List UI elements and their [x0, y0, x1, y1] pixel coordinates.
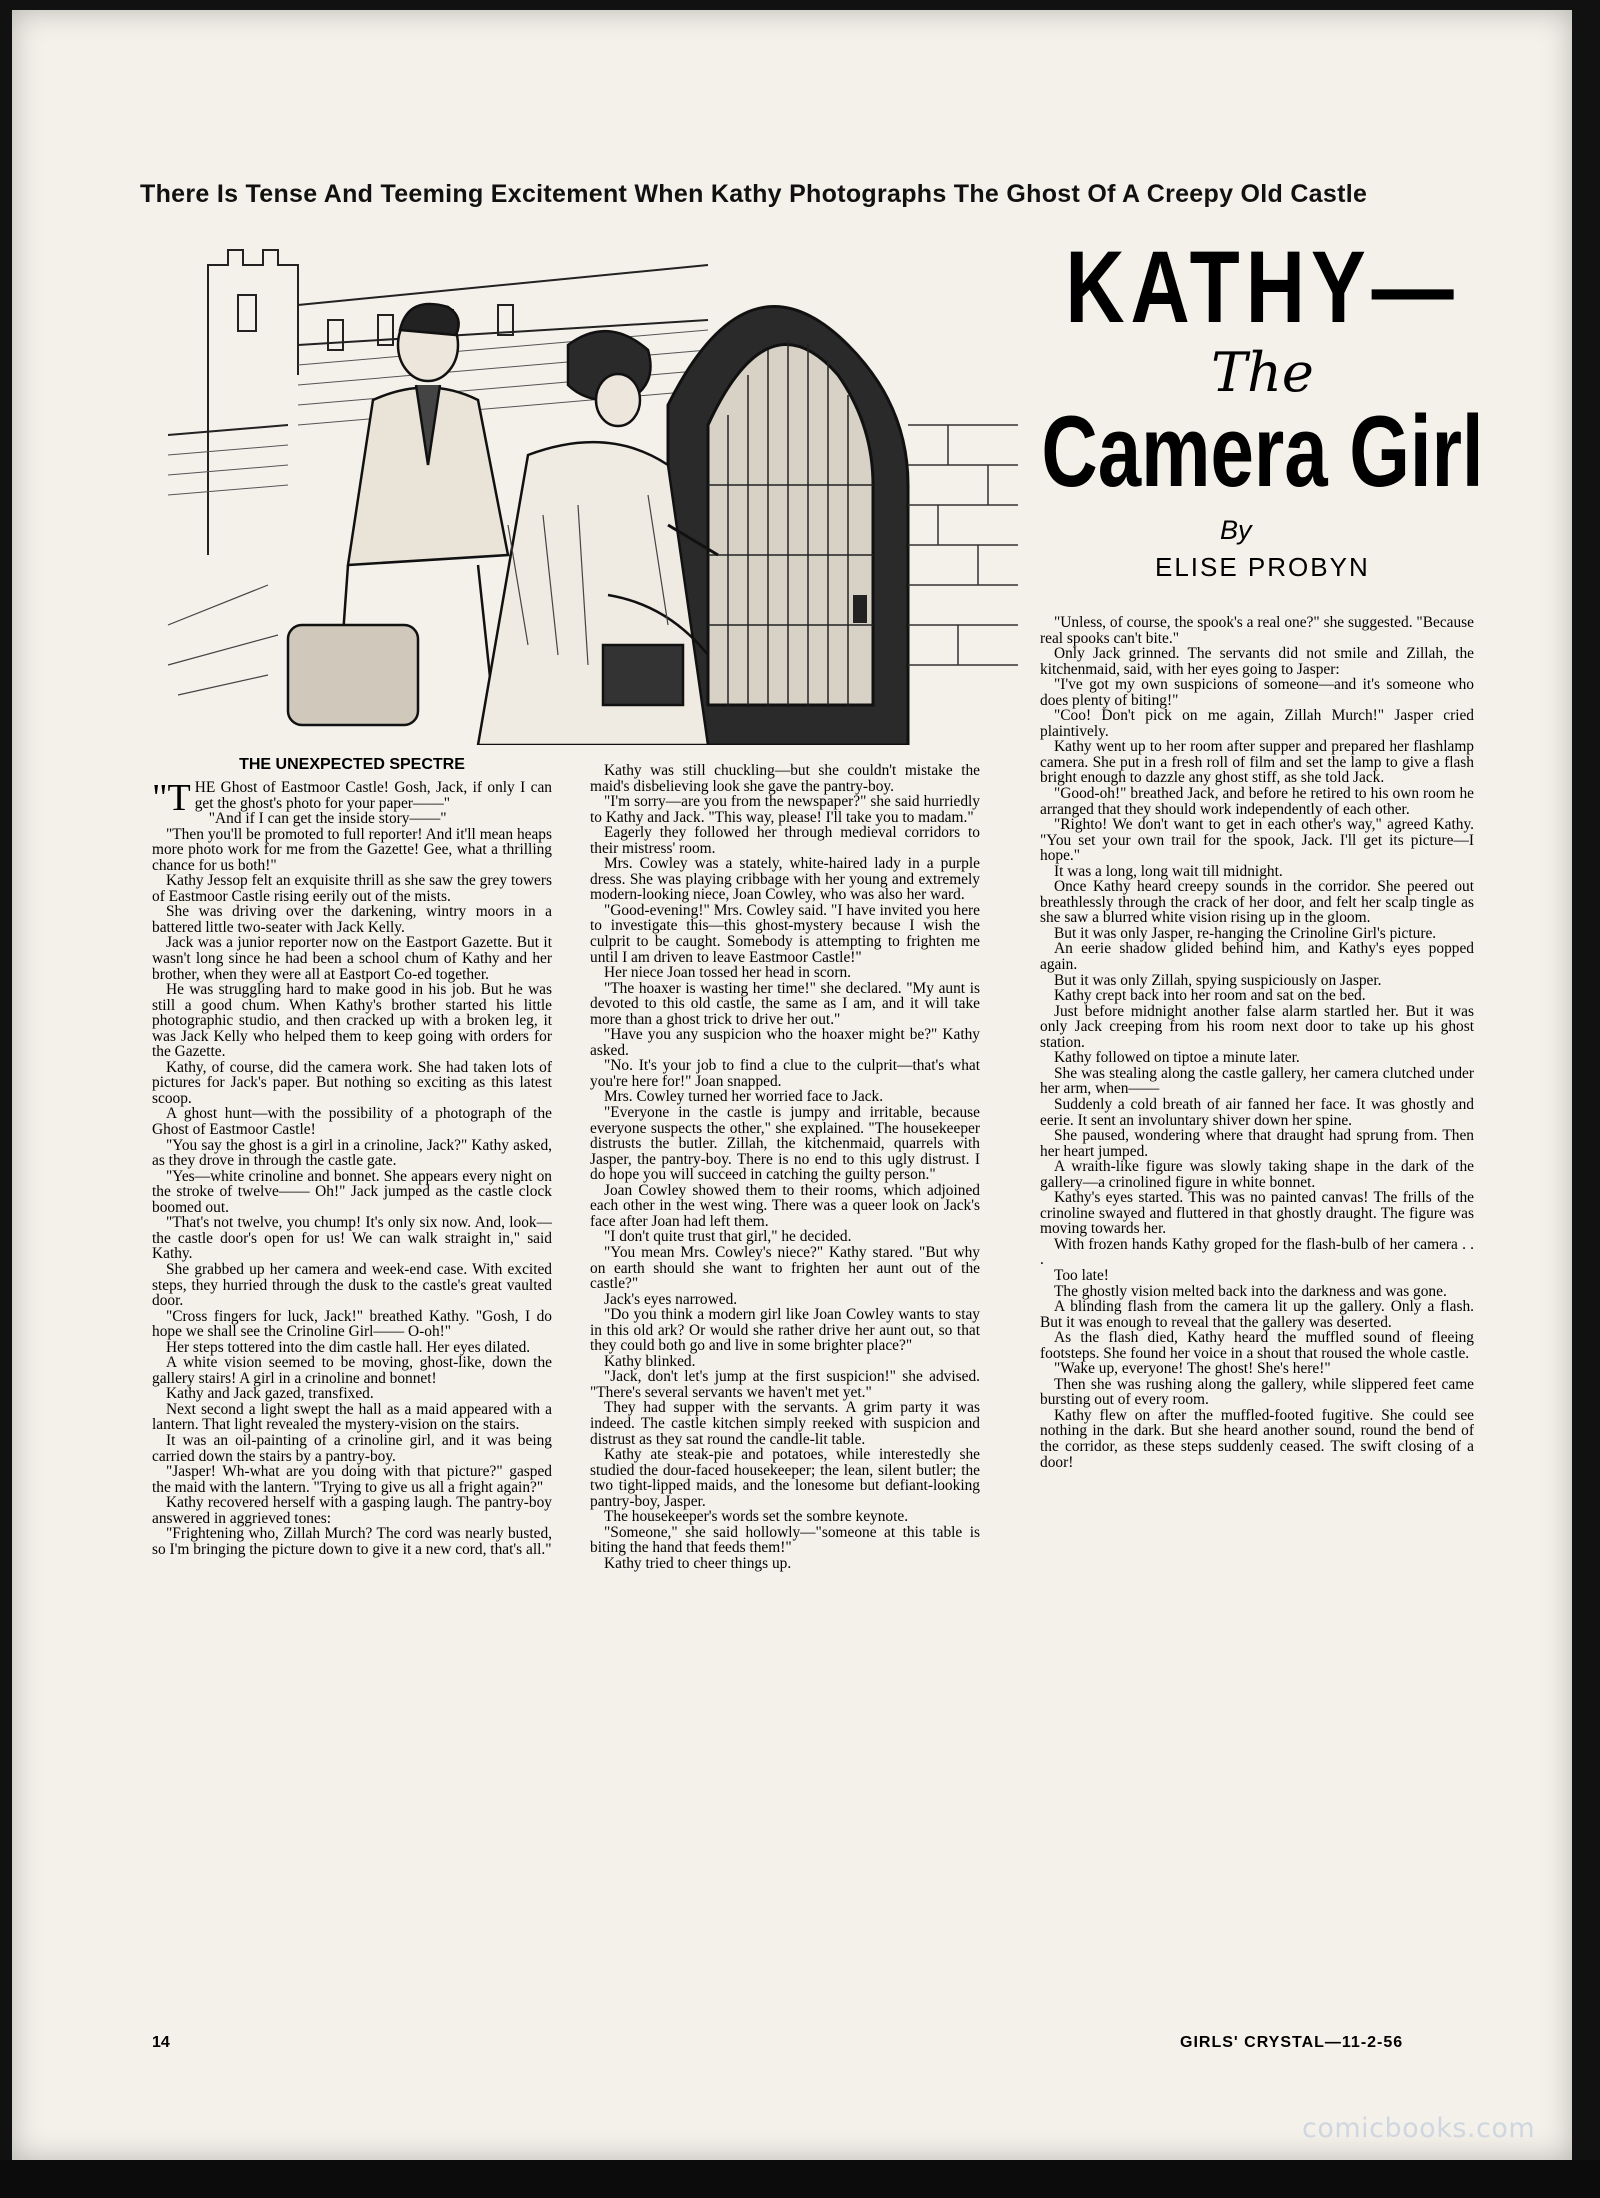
paragraph: She paused, wondering where that draught had sprung from. Then her heart jumped.	[1040, 1127, 1474, 1160]
paragraph: "Coo! Don't pick on me again, Zillah Murch!" Jasper cried plaintively.	[1040, 707, 1474, 740]
title-the: The	[1211, 341, 1314, 404]
story-title	[1035, 230, 1490, 595]
paragraph: "Then you'll be promoted to full reporter! And it'll mean heaps more photo work for me from the Gazette! Gee, what a thrilling chance for us both!"	[152, 825, 552, 874]
paragraph: Kathy blinked.	[604, 1352, 696, 1370]
paragraph: As the flash died, Kathy heard the muffled sound of fleeing footsteps. She found her voice in a shout that roused the whole castle.	[1040, 1329, 1474, 1362]
paragraph: "The hoaxer is wasting her time!" she declared. "My aunt is devoted to this old castle, the same as I am, and it will take more than a ghost trick to drive her out."	[590, 979, 980, 1028]
paragraph: A blinding flash from the camera lit up the gallery. Only a flash. But it was enough to reveal that the gallery was deserted.	[1040, 1298, 1474, 1331]
paragraph: "And if I can get the inside story——"	[208, 810, 447, 828]
paragraph: Kathy crept back into her room and sat on the bed.	[1054, 987, 1366, 1005]
page-number: 14	[152, 2034, 170, 2051]
story-headline: There Is Tense And Teeming Excitement When Kathy Photographs The Ghost Of A Creepy Old Castle	[140, 180, 1368, 208]
paragraph: But it was only Zillah, spying suspiciously on Jasper.	[1054, 971, 1382, 989]
paragraph: Mrs. Cowley turned her worried face to Jack.	[604, 1088, 884, 1106]
paragraph: Jack's eyes narrowed.	[604, 1290, 738, 1308]
paragraph: "I'm sorry—are you from the newspaper?" she said hurriedly to Kathy and Jack. "This way, please! I'll take you to madam."	[590, 793, 980, 826]
paragraph: Suddenly a cold breath of air fanned her face. It was ghostly and eerie. It sent an involuntary shiver down her spine.	[1040, 1095, 1474, 1129]
paragraph: Joan Cowley showed them to their rooms, which adjoined each other in the west wing. There was a queer look on Jack's face after Joan had left them.	[590, 1181, 980, 1230]
paragraph: Kathy's eyes started. This was no painted canvas! The frills of the crinoline swayed and fluttered in that ghostly draught. The figure was moving towards her.	[1040, 1189, 1474, 1238]
paragraph: HE Ghost of Eastmoor Castle! Gosh, Jack, if only I can get the ghost's photo for your paper——"	[194, 780, 552, 812]
paragraph: The ghostly vision melted back into the darkness and was gone.	[1054, 1282, 1447, 1300]
paragraph: Mrs. Cowley was a stately, white-haired lady in a purple dress. She was playing cribbage with her young and extremely modern-looking niece, Joan Cowley, who was also her ward.	[590, 855, 980, 904]
paragraph: Next second a light swept the hall as a maid appeared with a lantern. That light revealed the mystery-vision on the stairs.	[152, 1400, 552, 1434]
paragraph: Kathy Jessop felt an exquisite thrill as she saw the grey towers of Eastmoor Castle rising eerily out of the mists.	[152, 872, 552, 905]
paragraph: A white vision seemed to be moving, ghost-like, down the gallery stairs! A girl in a crinoline and bonnet!	[152, 1354, 552, 1387]
drop-cap: "T	[152, 780, 191, 819]
paragraph: "Jasper! Wh-what are you doing with that picture?" gasped the maid with the lantern. "Trying to give us all a fright again?"	[152, 1463, 552, 1496]
paragraph: Jack was a junior reporter now on the Eastport Gazette. But it wasn't long since he had been a school chum of Kathy and her brother, when they were all at Eastport Co-ed together.	[152, 934, 552, 983]
paragraph: "Good-evening!" Mrs. Cowley said. "I have invited you here to investigate this—this ghost-mystery because I wish the culprit to be caught. Somebody is attempting to frighten me until I am driven to leave Eastmoor Castle!"	[590, 901, 980, 966]
paragraph: "Someone," she said hollowly—"someone at this table is biting the hand that feeds them!"	[590, 1523, 980, 1557]
scan-border	[0, 2160, 1600, 2198]
paragraph: She grabbed up her camera and week-end case. With excited steps, they hurried through the dusk to the castle's great vaulted door.	[152, 1260, 552, 1310]
paragraph: Too late!	[1054, 1266, 1109, 1284]
paragraph: "Yes—white crinoline and bonnet. She appears every night on the stroke of twelve—— Oh!" Jack jumped as the castle clock boomed out.	[152, 1167, 552, 1216]
paragraph: "Cross fingers for luck, Jack!" breathed Kathy. "Gosh, I do hope we shall see the Crinoline Girl—— O-oh!"	[152, 1307, 552, 1341]
paragraph: They had supper with the servants. A grim party it was indeed. The castle kitchen simply reeked with suspicion and distrust as they sat round the candle-lit table.	[590, 1399, 980, 1448]
text-column-2	[590, 763, 980, 2025]
paragraph: Only Jack grinned. The servants did not smile and Zillah, the kitchenmaid, said, with her eyes going to Jasper:	[1040, 645, 1474, 678]
text-column-1	[152, 780, 552, 2020]
paragraph: With frozen hands Kathy groped for the flash-bulb of her camera . . .	[1040, 1235, 1474, 1269]
paragraph: Kathy ate steak-pie and potatoes, while interestedly she studied the dour-faced housekeeper; the lean, silent butler; the two tight-lipped maids, and the lonesome but defiant-looking pantry-boy, Jasper.	[590, 1446, 980, 1510]
magazine-footer: GIRLS' CRYSTAL—11-2-56	[1180, 2034, 1404, 2051]
section-heading: THE UNEXPECTED SPECTRE	[239, 756, 465, 773]
author-name: ELISE PROBYN	[1155, 552, 1370, 582]
paragraph: Kathy, of course, did the camera work. She had taken lots of pictures for Jack's paper. But nothing so exciting as this latest scoop.	[152, 1058, 552, 1107]
paragraph: It was a long, long wait till midnight.	[1054, 862, 1283, 880]
title-camera-girl: Camera Girl	[1041, 393, 1484, 509]
paragraph: But it was only Jasper, re-hanging the Crinoline Girl's picture.	[1054, 924, 1437, 942]
paragraph: Kathy and Jack gazed, transfixed.	[166, 1385, 374, 1403]
paragraph: "No. It's your job to find a clue to the culprit—that's what you're here for!" Joan snapped.	[590, 1057, 980, 1090]
paragraph: "You say the ghost is a girl in a crinoline, Jack?" Kathy asked, as they drove in through the castle gate.	[152, 1136, 552, 1170]
paragraph: He was struggling hard to make good in his job. But he was still a good chum. When Kathy's brother started his little photographic studio, and then cracked up with a broken leg, it was Jack Kelly who helped them to keep going with orders for the Gazette.	[152, 981, 552, 1061]
paragraph: "That's not twelve, you chump! It's only six now. And, look—the castle door's open for us! We can walk straight in," said Kathy.	[152, 1214, 552, 1263]
byline-by: By	[1220, 515, 1252, 545]
paragraph: Her niece Joan tossed her head in scorn.	[604, 964, 852, 982]
title-kathy: KATHY—	[1065, 230, 1460, 345]
watermark: comicbooks.com	[1302, 2113, 1536, 2144]
paragraph: An eerie shadow glided behind him, and Kathy's eyes popped again.	[1040, 940, 1474, 974]
paragraph: The housekeeper's words set the sombre keynote.	[604, 1508, 909, 1526]
paragraph: She was stealing along the castle gallery, her camera clutched under her arm, when——	[1040, 1064, 1474, 1098]
paragraph: Kathy followed on tiptoe a minute later.	[1054, 1049, 1300, 1067]
paragraph: She was driving over the darkening, wintry moors in a battered little two-seater with Jack Kelly.	[152, 903, 552, 936]
paragraph: "Frightening who, Zillah Murch? The cord was nearly busted, so I'm bringing the picture down to give it a new cord, that's all."	[152, 1525, 552, 1558]
paragraph: "Righto! We don't want to get in each other's way," agreed Kathy. "You set your own trail for the spook, Jack. I'll get its picture—I hope."	[1040, 816, 1474, 865]
paragraph: "Have you any suspicion who the hoaxer might be?" Kathy asked.	[590, 1026, 980, 1059]
paragraph: "Good-oh!" breathed Jack, and before he retired to his own room he arranged that they should work independently of each other.	[1040, 785, 1474, 818]
paragraph: Kathy flew on after the muffled-footed fugitive. She could see nothing in the dark. But she heard another sound, round the bend of the corridor, as these steps suddenly ceased. The swift closing of a door!	[1040, 1406, 1474, 1471]
paragraph: Kathy recovered herself with a gasping laugh. The pantry-boy answered in aggrieved tones:	[152, 1494, 552, 1527]
paragraph: Eagerly they followed her through medieval corridors to their mistress' room.	[590, 824, 980, 857]
castle-doorway-illustration	[148, 225, 1018, 745]
paragraph: "Everyone in the castle is jumpy and irritable, because everyone suspects the other," she explained. "The housekeeper distrusts the butler. Zillah, the kitchenmaid, quarrels with Jasper, the pantry-boy. There is no end to this ugly distrust. I do hope you will succeed in catching the guilty person."	[590, 1104, 980, 1184]
paragraph: It was an oil-painting of a crinoline girl, and it was being carried down the stairs by a pantry-boy.	[152, 1431, 552, 1465]
paragraph: Just before midnight another false alarm startled her. But it was only Jack creeping from his room next door to take up his ghost station.	[1040, 1002, 1474, 1051]
paragraph: "Do you think a modern girl like Joan Cowley wants to stay in this old ark? Or would she rather drive her aunt out, so that they could both go and live in some brighter place?"	[590, 1306, 980, 1355]
paragraph: "Jack, don't let's jump at the first suspicion!" she advised. "There's several servants we haven't met yet."	[590, 1368, 980, 1401]
paragraph: Kathy went up to her room after supper and prepared her flashlamp camera. She put in a fresh roll of film and set the lamp to give a flash bright enough to dazzle any ghost stiff, as she told Jack.	[1040, 738, 1474, 787]
paragraph: Her steps tottered into the dim castle hall. Her eyes dilated.	[166, 1338, 531, 1356]
paragraph: Kathy tried to cheer things up.	[604, 1554, 792, 1572]
paragraph: Kathy was still chuckling—but she couldn't mistake the maid's disbelieving look she gave the pantry-boy.	[590, 763, 980, 795]
paragraph: Once Kathy heard creepy sounds in the corridor. She peered out breathlessly through the crack of her door, and felt her scalp tingle as she saw a blurred white vision rising up in the gloom.	[1040, 878, 1474, 927]
paragraph: "You mean Mrs. Cowley's niece?" Kathy stared. "But why on earth should she want to frighten her aunt out of the castle?"	[590, 1243, 980, 1293]
paragraph: "Wake up, everyone! The ghost! She's here!"	[1054, 1360, 1331, 1378]
paragraph: "I've got my own suspicions of someone—and it's someone who does plenty of biting!"	[1040, 676, 1474, 709]
paragraph: Then she was rushing along the gallery, while slippered feet came bursting out of every room.	[1040, 1375, 1474, 1409]
paragraph: A ghost hunt—with the possibility of a photograph of the Ghost of Eastmoor Castle!	[152, 1105, 552, 1139]
paragraph: "Unless, of course, the spook's a real one?" she suggested. "Because real spooks can't bite."	[1040, 615, 1474, 647]
paragraph: A wraith-like figure was slowly taking shape in the dark of the gallery—a crinolined figure in white bonnet.	[1040, 1158, 1474, 1191]
text-column-3	[1040, 615, 1474, 2025]
paragraph: "I don't quite trust that girl," he decided.	[604, 1228, 852, 1246]
